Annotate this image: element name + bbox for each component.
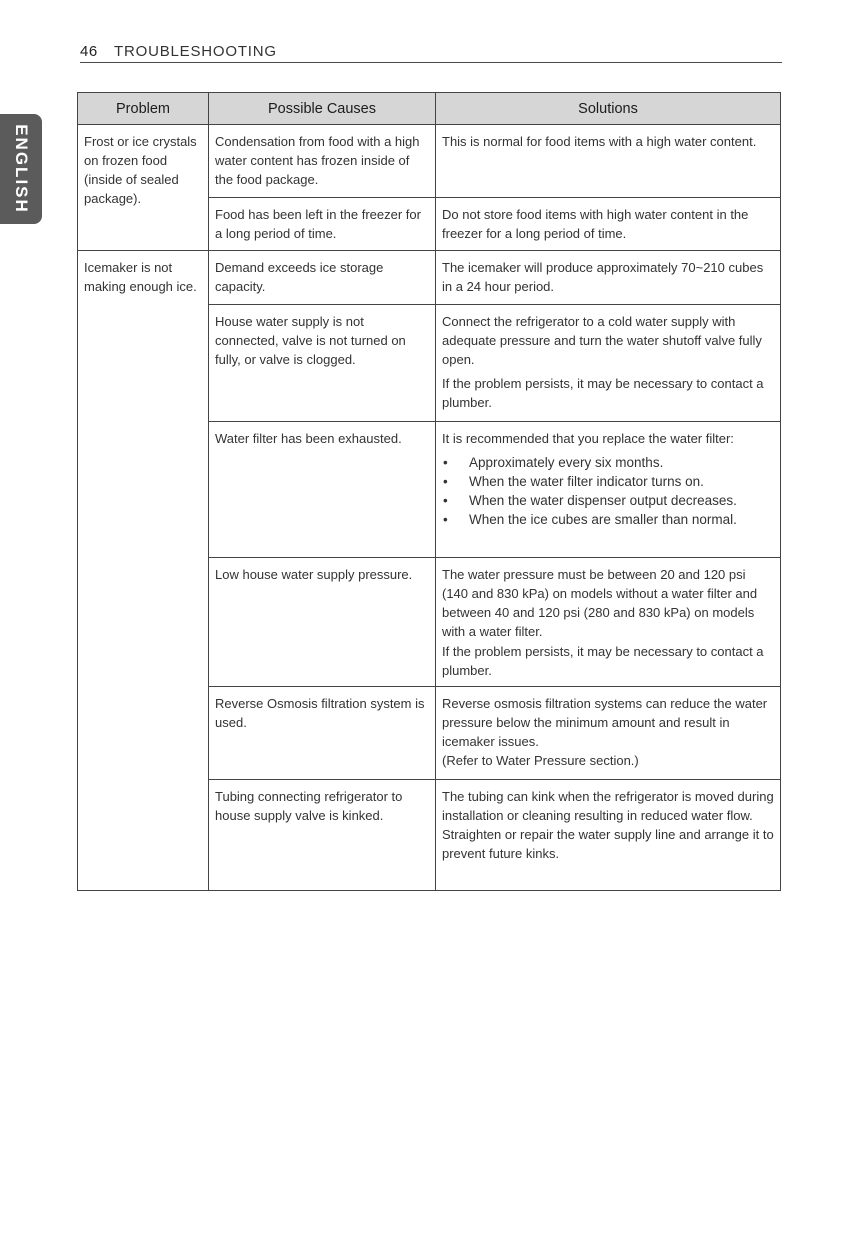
language-tab-label: ENGLISH (12, 124, 31, 214)
page-number: 46 (80, 43, 98, 60)
cause-cell: Demand exceeds ice storage capacity. (209, 251, 436, 305)
solution-text: The tubing can kink when the refrigerator is moved during installation or cleaning resulting in reduced water flow. Straighten or repair the water supply line and arrange it to prevent future kinks. (442, 789, 774, 861)
cause-cell: Tubing connecting refrigerator to house supply valve is kinked. (209, 780, 436, 891)
list-item: • When the ice cubes are smaller than normal. (443, 512, 737, 527)
column-header-solutions: Solutions (436, 93, 781, 125)
solution-text: Do not store food items with high water content in the freezer for a long period of time. (442, 207, 749, 241)
solution-text: Reverse osmosis filtration systems can reduce the water pressure below the minimum amount and result in icemaker issues. (442, 696, 768, 749)
table-row (78, 125, 781, 198)
solution-cell (436, 687, 781, 780)
solution-bullet-list (442, 453, 775, 529)
page-header (80, 42, 782, 63)
bullet-icon: • (443, 474, 448, 489)
solution-cell (436, 422, 781, 558)
section-title: TROUBLESHOOTING (114, 43, 277, 60)
list-item: • Approximately every six months. (443, 455, 664, 470)
solution-cell (436, 198, 781, 251)
solution-text: Connect the refrigerator to a cold water supply with adequate pressure and turn the water shutoff valve fully open. (442, 314, 762, 367)
solution-text: If the problem persists, it may be necessary to contact a plumber. (442, 376, 764, 410)
solution-cell (436, 780, 781, 891)
column-header-causes: Possible Causes (209, 93, 436, 125)
bullet-icon: • (443, 512, 448, 527)
solution-text: If the problem persists, it may be necessary to contact a plumber. (442, 644, 764, 678)
solution-cell (436, 125, 781, 198)
list-item: • When the water dispenser output decreases. (443, 493, 737, 508)
cause-cell: Low house water supply pressure. (209, 558, 436, 687)
cause-cell: House water supply is not connected, valve is not turned on fully, or valve is clogged. (209, 305, 436, 422)
solution-cell (436, 251, 781, 305)
cause-cell: Food has been left in the freezer for a long period of time. (209, 198, 436, 251)
troubleshooting-table (77, 92, 781, 891)
cause-cell: Condensation from food with a high water content has frozen inside of the food package. (209, 125, 436, 198)
cause-cell: Water filter has been exhausted. (209, 422, 436, 558)
language-tab (0, 114, 42, 224)
solution-text: (Refer to Water Pressure section.) (442, 753, 639, 768)
bullet-icon: • (443, 493, 448, 508)
problem-cell: Frost or ice crystals on frozen food (inside of sealed package). (78, 125, 209, 251)
solution-text: The water pressure must be between 20 and 120 psi (140 and 830 kPa) on models without a water filter and between 40 and 120 psi (280 and 830 kPa) on models with a water filter. (442, 567, 758, 639)
solution-text: It is recommended that you replace the water filter: (442, 431, 734, 446)
cause-cell: Reverse Osmosis filtration system is used. (209, 687, 436, 780)
table-header-row (78, 93, 781, 125)
solution-text: This is normal for food items with a high water content. (442, 134, 757, 149)
problem-cell: Icemaker is not making enough ice. (78, 251, 209, 891)
bullet-icon: • (443, 455, 448, 470)
table-row (78, 251, 781, 305)
solution-cell (436, 558, 781, 687)
column-header-problem: Problem (78, 93, 209, 125)
solution-text: The icemaker will produce approximately 70~210 cubes in a 24 hour period. (442, 260, 764, 294)
solution-cell (436, 305, 781, 422)
list-item: • When the water filter indicator turns on. (443, 474, 704, 489)
